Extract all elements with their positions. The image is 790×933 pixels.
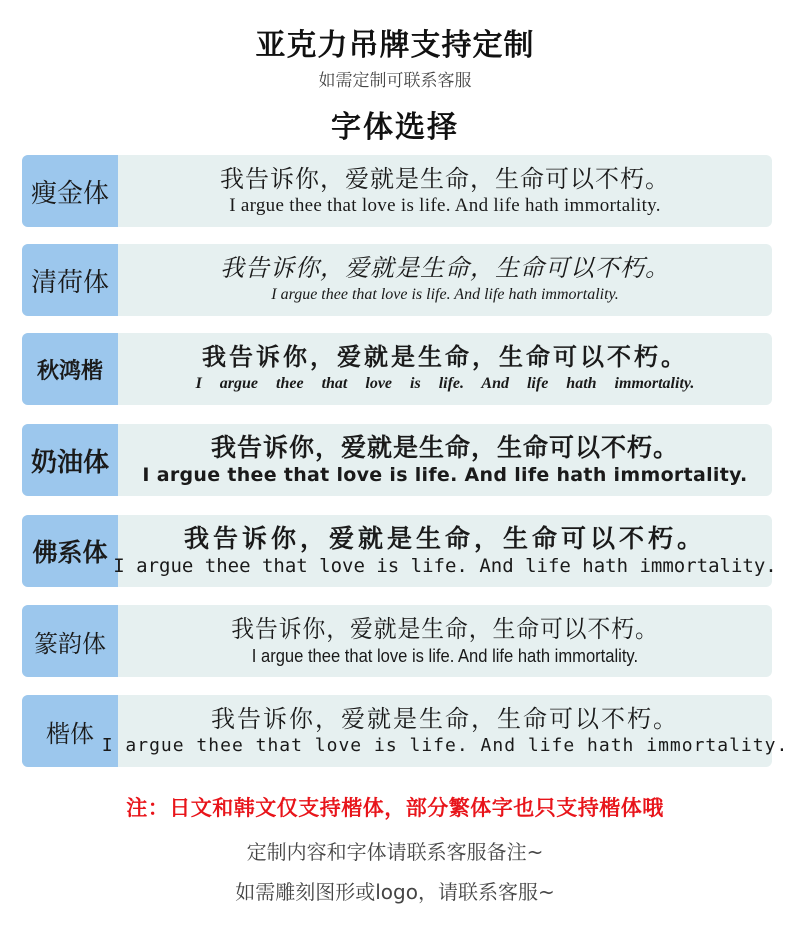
font-name-label: 清荷体: [22, 244, 118, 316]
font-sample: [118, 244, 772, 316]
sample-chinese-text: 我告诉你，爱就是生命，生命可以不朽。: [231, 615, 659, 643]
font-sample: [118, 155, 772, 227]
font-sample: [101, 695, 789, 767]
sample-english-text: I argue thee that love is life. And life hath immortality.: [229, 195, 661, 216]
section-title-font-selection: 字体选择: [331, 110, 459, 145]
sample-chinese-text: 我告诉你，爱就是生命，生命可以不朽。: [183, 524, 706, 553]
logo-engraving-contact-note: 如需雕刻图形或logo，请联系客服~: [235, 880, 555, 904]
font-name-label: 奶油体: [22, 424, 118, 496]
sample-chinese-text: 我告诉你，爱就是生命，生命可以不朽。: [220, 254, 670, 282]
font-name-label: 秋鸿楷: [22, 333, 118, 405]
font-sample: [118, 605, 772, 677]
sample-english-text: I argue thee that love is life. And life hath immortality.: [195, 375, 695, 392]
font-option-row: [22, 333, 772, 405]
page-title: 亚克力吊牌支持定制: [255, 28, 535, 63]
font-option-row: [22, 695, 789, 767]
font-name-label: 楷体: [22, 695, 118, 767]
font-option-row: [22, 515, 777, 587]
sample-english-text: I argue thee that love is life. And life hath immortality.: [101, 735, 789, 756]
sample-english-text: I argue thee that love is life. And life hath immortality.: [142, 464, 748, 486]
font-sample: [118, 333, 772, 405]
sample-chinese-text: 我告诉你，爱就是生命，生命可以不朽。: [210, 433, 679, 462]
page-subtitle: 如需定制可联系客服: [318, 71, 472, 91]
font-name-label: 瘦金体: [22, 155, 118, 227]
font-name-label: 篆韵体: [22, 605, 118, 677]
font-name-label: 佛系体: [22, 515, 118, 587]
sample-english-text: I argue thee that love is life. And life hath immortality.: [113, 555, 777, 577]
font-option-row: [22, 244, 772, 316]
sample-english-text: I argue thee that love is life. And life hath immortality.: [271, 286, 619, 303]
font-sample: [118, 424, 772, 496]
sample-chinese-text: 我告诉你，爱就是生命，生命可以不朽。: [220, 165, 670, 193]
sample-chinese-text: 我告诉你，爱就是生命，生命可以不朽。: [211, 705, 679, 733]
font-option-row: [22, 424, 772, 496]
customization-contact-note: 定制内容和字体请联系客服备注~: [246, 840, 544, 864]
sample-english-text: I argue thee that love is life. And life hath immortality.: [251, 646, 639, 666]
sample-chinese-text: 我告诉你，爱就是生命，生命可以不朽。: [202, 343, 688, 371]
font-sample: [113, 515, 777, 587]
font-option-row: [22, 155, 772, 227]
language-support-notice: 注：日文和韩文仅支持楷体，部分繁体字也只支持楷体哦: [126, 796, 664, 820]
font-option-row: [22, 605, 772, 677]
